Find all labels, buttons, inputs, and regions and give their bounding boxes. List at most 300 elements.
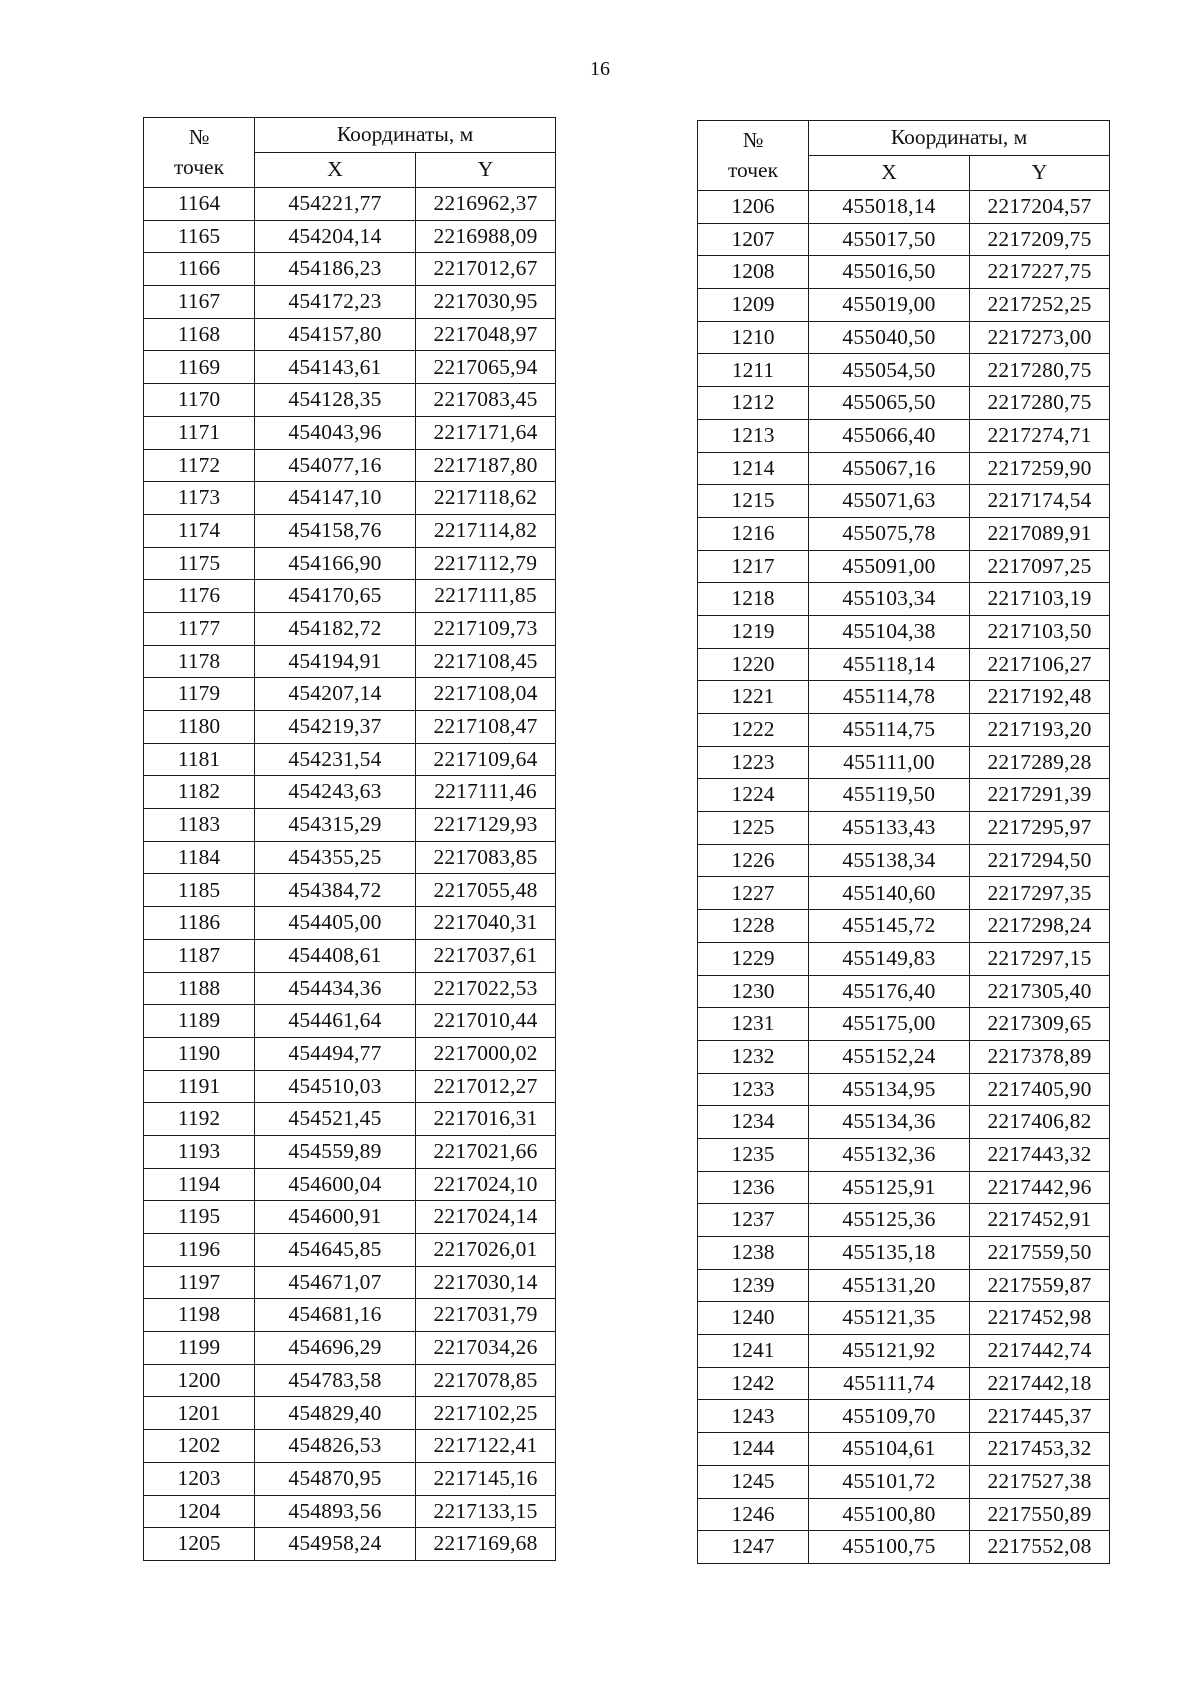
y-coordinate-cell: 2217024,14 (416, 1201, 556, 1234)
coordinates-table-right (697, 120, 1110, 1564)
point-number-cell: 1180 (144, 711, 255, 744)
x-coordinate-cell: 454186,23 (255, 253, 416, 286)
x-coordinate-cell: 455135,18 (809, 1237, 970, 1270)
y-coordinate-cell: 2217133,15 (416, 1495, 556, 1528)
x-coordinate-cell: 455152,24 (809, 1040, 970, 1073)
point-number-cell: 1164 (144, 188, 255, 221)
x-coordinate-cell: 455118,14 (809, 648, 970, 681)
table-row (144, 286, 556, 319)
y-coordinate-cell: 2217024,10 (416, 1168, 556, 1201)
point-number-cell: 1244 (698, 1433, 809, 1466)
x-coordinate-cell: 454204,14 (255, 220, 416, 253)
table-row (144, 809, 556, 842)
point-number-cell: 1210 (698, 321, 809, 354)
y-coordinate-cell: 2217129,93 (416, 809, 556, 842)
x-coordinate-cell: 454143,61 (255, 351, 416, 384)
table-row (698, 615, 1110, 648)
table-row (698, 1171, 1110, 1204)
x-coordinate-cell: 454600,04 (255, 1168, 416, 1201)
table-row (698, 877, 1110, 910)
point-number-cell: 1217 (698, 550, 809, 583)
point-number-cell: 1215 (698, 485, 809, 518)
table-row (144, 1528, 556, 1561)
table-row (698, 583, 1110, 616)
x-coordinate-cell: 455114,75 (809, 714, 970, 747)
x-coordinate-cell: 455132,36 (809, 1138, 970, 1171)
point-number-cell: 1204 (144, 1495, 255, 1528)
table-row (698, 1237, 1110, 1270)
point-number-cell: 1209 (698, 289, 809, 322)
y-coordinate-cell: 2217559,87 (970, 1269, 1110, 1302)
y-column-header: Y (970, 156, 1110, 191)
y-coordinate-cell: 2217034,26 (416, 1332, 556, 1365)
y-coordinate-cell: 2217021,66 (416, 1135, 556, 1168)
table-row (698, 1433, 1110, 1466)
point-number-cell: 1228 (698, 910, 809, 943)
table-row (698, 550, 1110, 583)
x-coordinate-cell: 454783,58 (255, 1364, 416, 1397)
y-coordinate-cell: 2217378,89 (970, 1040, 1110, 1073)
point-number-cell: 1235 (698, 1138, 809, 1171)
point-number-cell: 1221 (698, 681, 809, 714)
table-row (144, 907, 556, 940)
y-coordinate-cell: 2217109,64 (416, 743, 556, 776)
y-coordinate-cell: 2217108,47 (416, 711, 556, 744)
x-coordinate-cell: 454681,16 (255, 1299, 416, 1332)
points-label: точек (727, 157, 779, 182)
y-coordinate-cell: 2217109,73 (416, 612, 556, 645)
point-number-cell: 1247 (698, 1531, 809, 1564)
x-coordinate-cell: 455067,16 (809, 452, 970, 485)
number-sign-label: № (188, 125, 210, 150)
point-number-cell: 1224 (698, 779, 809, 812)
point-number-cell: 1212 (698, 387, 809, 420)
y-coordinate-cell: 2217405,90 (970, 1073, 1110, 1106)
y-coordinate-cell: 2217106,27 (970, 648, 1110, 681)
table-row (144, 514, 556, 547)
x-coordinate-cell: 454128,35 (255, 384, 416, 417)
y-coordinate-cell: 2217000,02 (416, 1037, 556, 1070)
point-number-header (144, 118, 255, 188)
y-coordinate-cell: 2217169,68 (416, 1528, 556, 1561)
table-row (698, 1498, 1110, 1531)
x-coordinate-cell: 454043,96 (255, 416, 416, 449)
table-row (144, 972, 556, 1005)
point-number-cell: 1200 (144, 1364, 255, 1397)
point-number-cell: 1189 (144, 1005, 255, 1038)
point-number-header (698, 121, 809, 191)
point-number-cell: 1177 (144, 612, 255, 645)
point-number-cell: 1232 (698, 1040, 809, 1073)
point-number-cell: 1230 (698, 975, 809, 1008)
table-row (698, 452, 1110, 485)
y-coordinate-cell: 2217406,82 (970, 1106, 1110, 1139)
x-coordinate-cell: 454172,23 (255, 286, 416, 319)
point-number-cell: 1179 (144, 678, 255, 711)
x-coordinate-cell: 455145,72 (809, 910, 970, 943)
table-row (144, 874, 556, 907)
y-coordinate-cell: 2217089,91 (970, 517, 1110, 550)
table-row (698, 1204, 1110, 1237)
table-row (144, 253, 556, 286)
y-coordinate-cell: 2217442,18 (970, 1367, 1110, 1400)
point-number-cell: 1236 (698, 1171, 809, 1204)
y-coordinate-cell: 2217037,61 (416, 939, 556, 972)
point-number-cell: 1211 (698, 354, 809, 387)
x-coordinate-cell: 455134,95 (809, 1073, 970, 1106)
y-coordinate-cell: 2217078,85 (416, 1364, 556, 1397)
table-row (144, 1234, 556, 1267)
y-coordinate-cell: 2217030,95 (416, 286, 556, 319)
point-number-cell: 1201 (144, 1397, 255, 1430)
y-coordinate-cell: 2217297,15 (970, 942, 1110, 975)
table-row (698, 910, 1110, 943)
y-coordinate-cell: 2217012,67 (416, 253, 556, 286)
y-coordinate-cell: 2217294,50 (970, 844, 1110, 877)
x-coordinate-cell: 454645,85 (255, 1234, 416, 1267)
table-row (144, 351, 556, 384)
x-coordinate-cell: 454207,14 (255, 678, 416, 711)
table-row (698, 517, 1110, 550)
y-coordinate-cell: 2217111,85 (416, 580, 556, 613)
y-coordinate-cell: 2217552,08 (970, 1531, 1110, 1564)
table-row (698, 256, 1110, 289)
y-column-header: Y (416, 153, 556, 188)
point-number-cell: 1219 (698, 615, 809, 648)
x-coordinate-cell: 455114,78 (809, 681, 970, 714)
y-coordinate-cell: 2217297,35 (970, 877, 1110, 910)
y-coordinate-cell: 2217102,25 (416, 1397, 556, 1430)
x-coordinate-cell: 454408,61 (255, 939, 416, 972)
y-coordinate-cell: 2217280,75 (970, 354, 1110, 387)
x-coordinate-cell: 455133,43 (809, 812, 970, 845)
x-coordinate-cell: 455109,70 (809, 1400, 970, 1433)
y-coordinate-cell: 2217083,85 (416, 841, 556, 874)
y-coordinate-cell: 2217227,75 (970, 256, 1110, 289)
table-row (698, 779, 1110, 812)
x-coordinate-cell: 454434,36 (255, 972, 416, 1005)
y-coordinate-cell: 2217083,45 (416, 384, 556, 417)
x-coordinate-cell: 454166,90 (255, 547, 416, 580)
table-row (144, 482, 556, 515)
point-number-cell: 1218 (698, 583, 809, 616)
x-coordinate-cell: 454194,91 (255, 645, 416, 678)
x-coordinate-cell: 455175,00 (809, 1008, 970, 1041)
x-coordinate-cell: 454893,56 (255, 1495, 416, 1528)
x-coordinate-cell: 455119,50 (809, 779, 970, 812)
x-coordinate-cell: 455103,34 (809, 583, 970, 616)
x-coordinate-cell: 455100,75 (809, 1531, 970, 1564)
table-row (698, 844, 1110, 877)
point-number-cell: 1171 (144, 416, 255, 449)
y-coordinate-cell: 2217040,31 (416, 907, 556, 940)
point-number-cell: 1174 (144, 514, 255, 547)
point-number-cell: 1222 (698, 714, 809, 747)
table-row (698, 1269, 1110, 1302)
table-row (144, 711, 556, 744)
table-row (698, 714, 1110, 747)
table-row (698, 1138, 1110, 1171)
y-coordinate-cell: 2217274,71 (970, 419, 1110, 452)
point-number-cell: 1225 (698, 812, 809, 845)
x-coordinate-cell: 455104,61 (809, 1433, 970, 1466)
y-coordinate-cell: 2217122,41 (416, 1430, 556, 1463)
x-coordinate-cell: 455019,00 (809, 289, 970, 322)
point-number-cell: 1214 (698, 452, 809, 485)
table-row (698, 419, 1110, 452)
x-coordinate-cell: 455121,92 (809, 1335, 970, 1368)
y-coordinate-cell: 2217527,38 (970, 1465, 1110, 1498)
number-sign-label: № (742, 128, 764, 153)
y-coordinate-cell: 2216988,09 (416, 220, 556, 253)
table-row (144, 1201, 556, 1234)
point-number-cell: 1203 (144, 1462, 255, 1495)
point-number-cell: 1188 (144, 972, 255, 1005)
x-column-header: X (255, 153, 416, 188)
table-row (698, 191, 1110, 224)
point-number-cell: 1229 (698, 942, 809, 975)
table-row (144, 1364, 556, 1397)
table-row (144, 384, 556, 417)
x-coordinate-cell: 454600,91 (255, 1201, 416, 1234)
table-row (144, 776, 556, 809)
point-number-cell: 1231 (698, 1008, 809, 1041)
x-coordinate-cell: 455016,50 (809, 256, 970, 289)
y-coordinate-cell: 2217209,75 (970, 223, 1110, 256)
y-coordinate-cell: 2217031,79 (416, 1299, 556, 1332)
x-coordinate-cell: 454355,25 (255, 841, 416, 874)
point-number-cell: 1184 (144, 841, 255, 874)
point-number-cell: 1234 (698, 1106, 809, 1139)
point-number-cell: 1165 (144, 220, 255, 253)
y-coordinate-cell: 2217443,32 (970, 1138, 1110, 1171)
table-row (698, 1367, 1110, 1400)
y-coordinate-cell: 2217559,50 (970, 1237, 1110, 1270)
x-coordinate-cell: 455071,63 (809, 485, 970, 518)
table-row (144, 645, 556, 678)
table-row (144, 188, 556, 221)
table-row (144, 678, 556, 711)
table-row (144, 220, 556, 253)
y-coordinate-cell: 2217097,25 (970, 550, 1110, 583)
point-number-cell: 1195 (144, 1201, 255, 1234)
table-row (144, 939, 556, 972)
x-coordinate-cell: 455125,36 (809, 1204, 970, 1237)
points-label: точек (173, 154, 225, 179)
x-coordinate-cell: 454829,40 (255, 1397, 416, 1430)
point-number-cell: 1243 (698, 1400, 809, 1433)
point-number-cell: 1196 (144, 1234, 255, 1267)
page-number: 16 (590, 58, 610, 80)
x-coordinate-cell: 454231,54 (255, 743, 416, 776)
x-coordinate-cell: 455149,83 (809, 942, 970, 975)
point-number-cell: 1175 (144, 547, 255, 580)
x-coordinate-cell: 455104,38 (809, 615, 970, 648)
x-coordinate-cell: 454958,24 (255, 1528, 416, 1561)
x-coordinate-cell: 455138,34 (809, 844, 970, 877)
table-row (144, 1037, 556, 1070)
y-coordinate-cell: 2217114,82 (416, 514, 556, 547)
table-row (698, 1106, 1110, 1139)
table-row (144, 1266, 556, 1299)
x-coordinate-cell: 455017,50 (809, 223, 970, 256)
y-coordinate-cell: 2217187,80 (416, 449, 556, 482)
point-number-cell: 1167 (144, 286, 255, 319)
y-coordinate-cell: 2217452,91 (970, 1204, 1110, 1237)
table-row (144, 1299, 556, 1332)
x-coordinate-cell: 455066,40 (809, 419, 970, 452)
point-number-cell: 1206 (698, 191, 809, 224)
point-number-cell: 1186 (144, 907, 255, 940)
y-coordinate-cell: 2217010,44 (416, 1005, 556, 1038)
y-coordinate-cell: 2217453,32 (970, 1433, 1110, 1466)
table-row (144, 416, 556, 449)
table-row (144, 547, 556, 580)
y-coordinate-cell: 2217012,27 (416, 1070, 556, 1103)
y-coordinate-cell: 2217289,28 (970, 746, 1110, 779)
point-number-cell: 1198 (144, 1299, 255, 1332)
y-coordinate-cell: 2217442,74 (970, 1335, 1110, 1368)
coordinates-table-left (143, 117, 556, 1561)
y-coordinate-cell: 2217259,90 (970, 452, 1110, 485)
y-coordinate-cell: 2217550,89 (970, 1498, 1110, 1531)
point-number-cell: 1238 (698, 1237, 809, 1270)
table-row (144, 1168, 556, 1201)
point-number-cell: 1194 (144, 1168, 255, 1201)
x-coordinate-cell: 454182,72 (255, 612, 416, 645)
point-number-cell: 1246 (698, 1498, 809, 1531)
x-coordinate-cell: 454158,76 (255, 514, 416, 547)
y-coordinate-cell: 2217295,97 (970, 812, 1110, 845)
point-number-cell: 1169 (144, 351, 255, 384)
point-number-cell: 1216 (698, 517, 809, 550)
table-row (698, 1400, 1110, 1433)
table-row (144, 1070, 556, 1103)
x-coordinate-cell: 454826,53 (255, 1430, 416, 1463)
table-row (698, 485, 1110, 518)
coordinates-header: Координаты, м (255, 118, 556, 153)
x-coordinate-cell: 454077,16 (255, 449, 416, 482)
point-number-cell: 1185 (144, 874, 255, 907)
point-number-cell: 1170 (144, 384, 255, 417)
point-number-cell: 1192 (144, 1103, 255, 1136)
y-coordinate-cell: 2217108,04 (416, 678, 556, 711)
x-coordinate-cell: 455075,78 (809, 517, 970, 550)
y-coordinate-cell: 2217291,39 (970, 779, 1110, 812)
x-coordinate-cell: 454221,77 (255, 188, 416, 221)
x-coordinate-cell: 454405,00 (255, 907, 416, 940)
table-row (698, 289, 1110, 322)
x-coordinate-cell: 455134,36 (809, 1106, 970, 1139)
table-row (698, 1040, 1110, 1073)
x-coordinate-cell: 455111,00 (809, 746, 970, 779)
left-table-body (144, 188, 556, 1561)
coordinates-header: Координаты, м (809, 121, 1110, 156)
point-number-cell: 1173 (144, 482, 255, 515)
table-row (144, 449, 556, 482)
point-number-cell: 1183 (144, 809, 255, 842)
point-number-cell: 1205 (144, 1528, 255, 1561)
point-number-cell: 1242 (698, 1367, 809, 1400)
x-coordinate-cell: 454170,65 (255, 580, 416, 613)
table-row (698, 681, 1110, 714)
point-number-cell: 1202 (144, 1430, 255, 1463)
y-coordinate-cell: 2217298,24 (970, 910, 1110, 943)
point-number-cell: 1223 (698, 746, 809, 779)
y-coordinate-cell: 2217108,45 (416, 645, 556, 678)
point-number-cell: 1241 (698, 1335, 809, 1368)
x-coordinate-cell: 455054,50 (809, 354, 970, 387)
x-coordinate-cell: 454219,37 (255, 711, 416, 744)
x-coordinate-cell: 454870,95 (255, 1462, 416, 1495)
y-coordinate-cell: 2217171,64 (416, 416, 556, 449)
y-coordinate-cell: 2217145,16 (416, 1462, 556, 1495)
table-row (144, 1462, 556, 1495)
x-coordinate-cell: 455100,80 (809, 1498, 970, 1531)
x-column-header: X (809, 156, 970, 191)
y-coordinate-cell: 2217103,50 (970, 615, 1110, 648)
x-coordinate-cell: 454510,03 (255, 1070, 416, 1103)
table-row (144, 1005, 556, 1038)
x-coordinate-cell: 455125,91 (809, 1171, 970, 1204)
y-coordinate-cell: 2217273,00 (970, 321, 1110, 354)
point-number-cell: 1226 (698, 844, 809, 877)
point-number-cell: 1245 (698, 1465, 809, 1498)
point-number-cell: 1168 (144, 318, 255, 351)
x-coordinate-cell: 454384,72 (255, 874, 416, 907)
y-coordinate-cell: 2217048,97 (416, 318, 556, 351)
point-number-cell: 1181 (144, 743, 255, 776)
y-coordinate-cell: 2217452,98 (970, 1302, 1110, 1335)
point-number-cell: 1166 (144, 253, 255, 286)
y-coordinate-cell: 2217193,20 (970, 714, 1110, 747)
table-row (144, 1397, 556, 1430)
x-coordinate-cell: 455121,35 (809, 1302, 970, 1335)
table-row (144, 612, 556, 645)
table-row (698, 1465, 1110, 1498)
point-number-cell: 1193 (144, 1135, 255, 1168)
y-coordinate-cell: 2217055,48 (416, 874, 556, 907)
y-coordinate-cell: 2217030,14 (416, 1266, 556, 1299)
y-coordinate-cell: 2217442,96 (970, 1171, 1110, 1204)
point-number-cell: 1172 (144, 449, 255, 482)
point-number-cell: 1176 (144, 580, 255, 613)
y-coordinate-cell: 2217445,37 (970, 1400, 1110, 1433)
point-number-cell: 1237 (698, 1204, 809, 1237)
y-coordinate-cell: 2217016,31 (416, 1103, 556, 1136)
x-coordinate-cell: 454315,29 (255, 809, 416, 842)
x-coordinate-cell: 454147,10 (255, 482, 416, 515)
x-coordinate-cell: 455111,74 (809, 1367, 970, 1400)
y-coordinate-cell: 2217065,94 (416, 351, 556, 384)
point-number-cell: 1208 (698, 256, 809, 289)
point-number-cell: 1239 (698, 1269, 809, 1302)
y-coordinate-cell: 2217252,25 (970, 289, 1110, 322)
point-number-cell: 1227 (698, 877, 809, 910)
table-row (144, 1135, 556, 1168)
x-coordinate-cell: 454243,63 (255, 776, 416, 809)
table-row (698, 1008, 1110, 1041)
x-coordinate-cell: 455101,72 (809, 1465, 970, 1498)
x-coordinate-cell: 454696,29 (255, 1332, 416, 1365)
point-number-cell: 1197 (144, 1266, 255, 1299)
x-coordinate-cell: 454521,45 (255, 1103, 416, 1136)
point-number-cell: 1233 (698, 1073, 809, 1106)
y-coordinate-cell: 2217204,57 (970, 191, 1110, 224)
x-coordinate-cell: 454559,89 (255, 1135, 416, 1168)
table-row (144, 841, 556, 874)
y-coordinate-cell: 2217111,46 (416, 776, 556, 809)
